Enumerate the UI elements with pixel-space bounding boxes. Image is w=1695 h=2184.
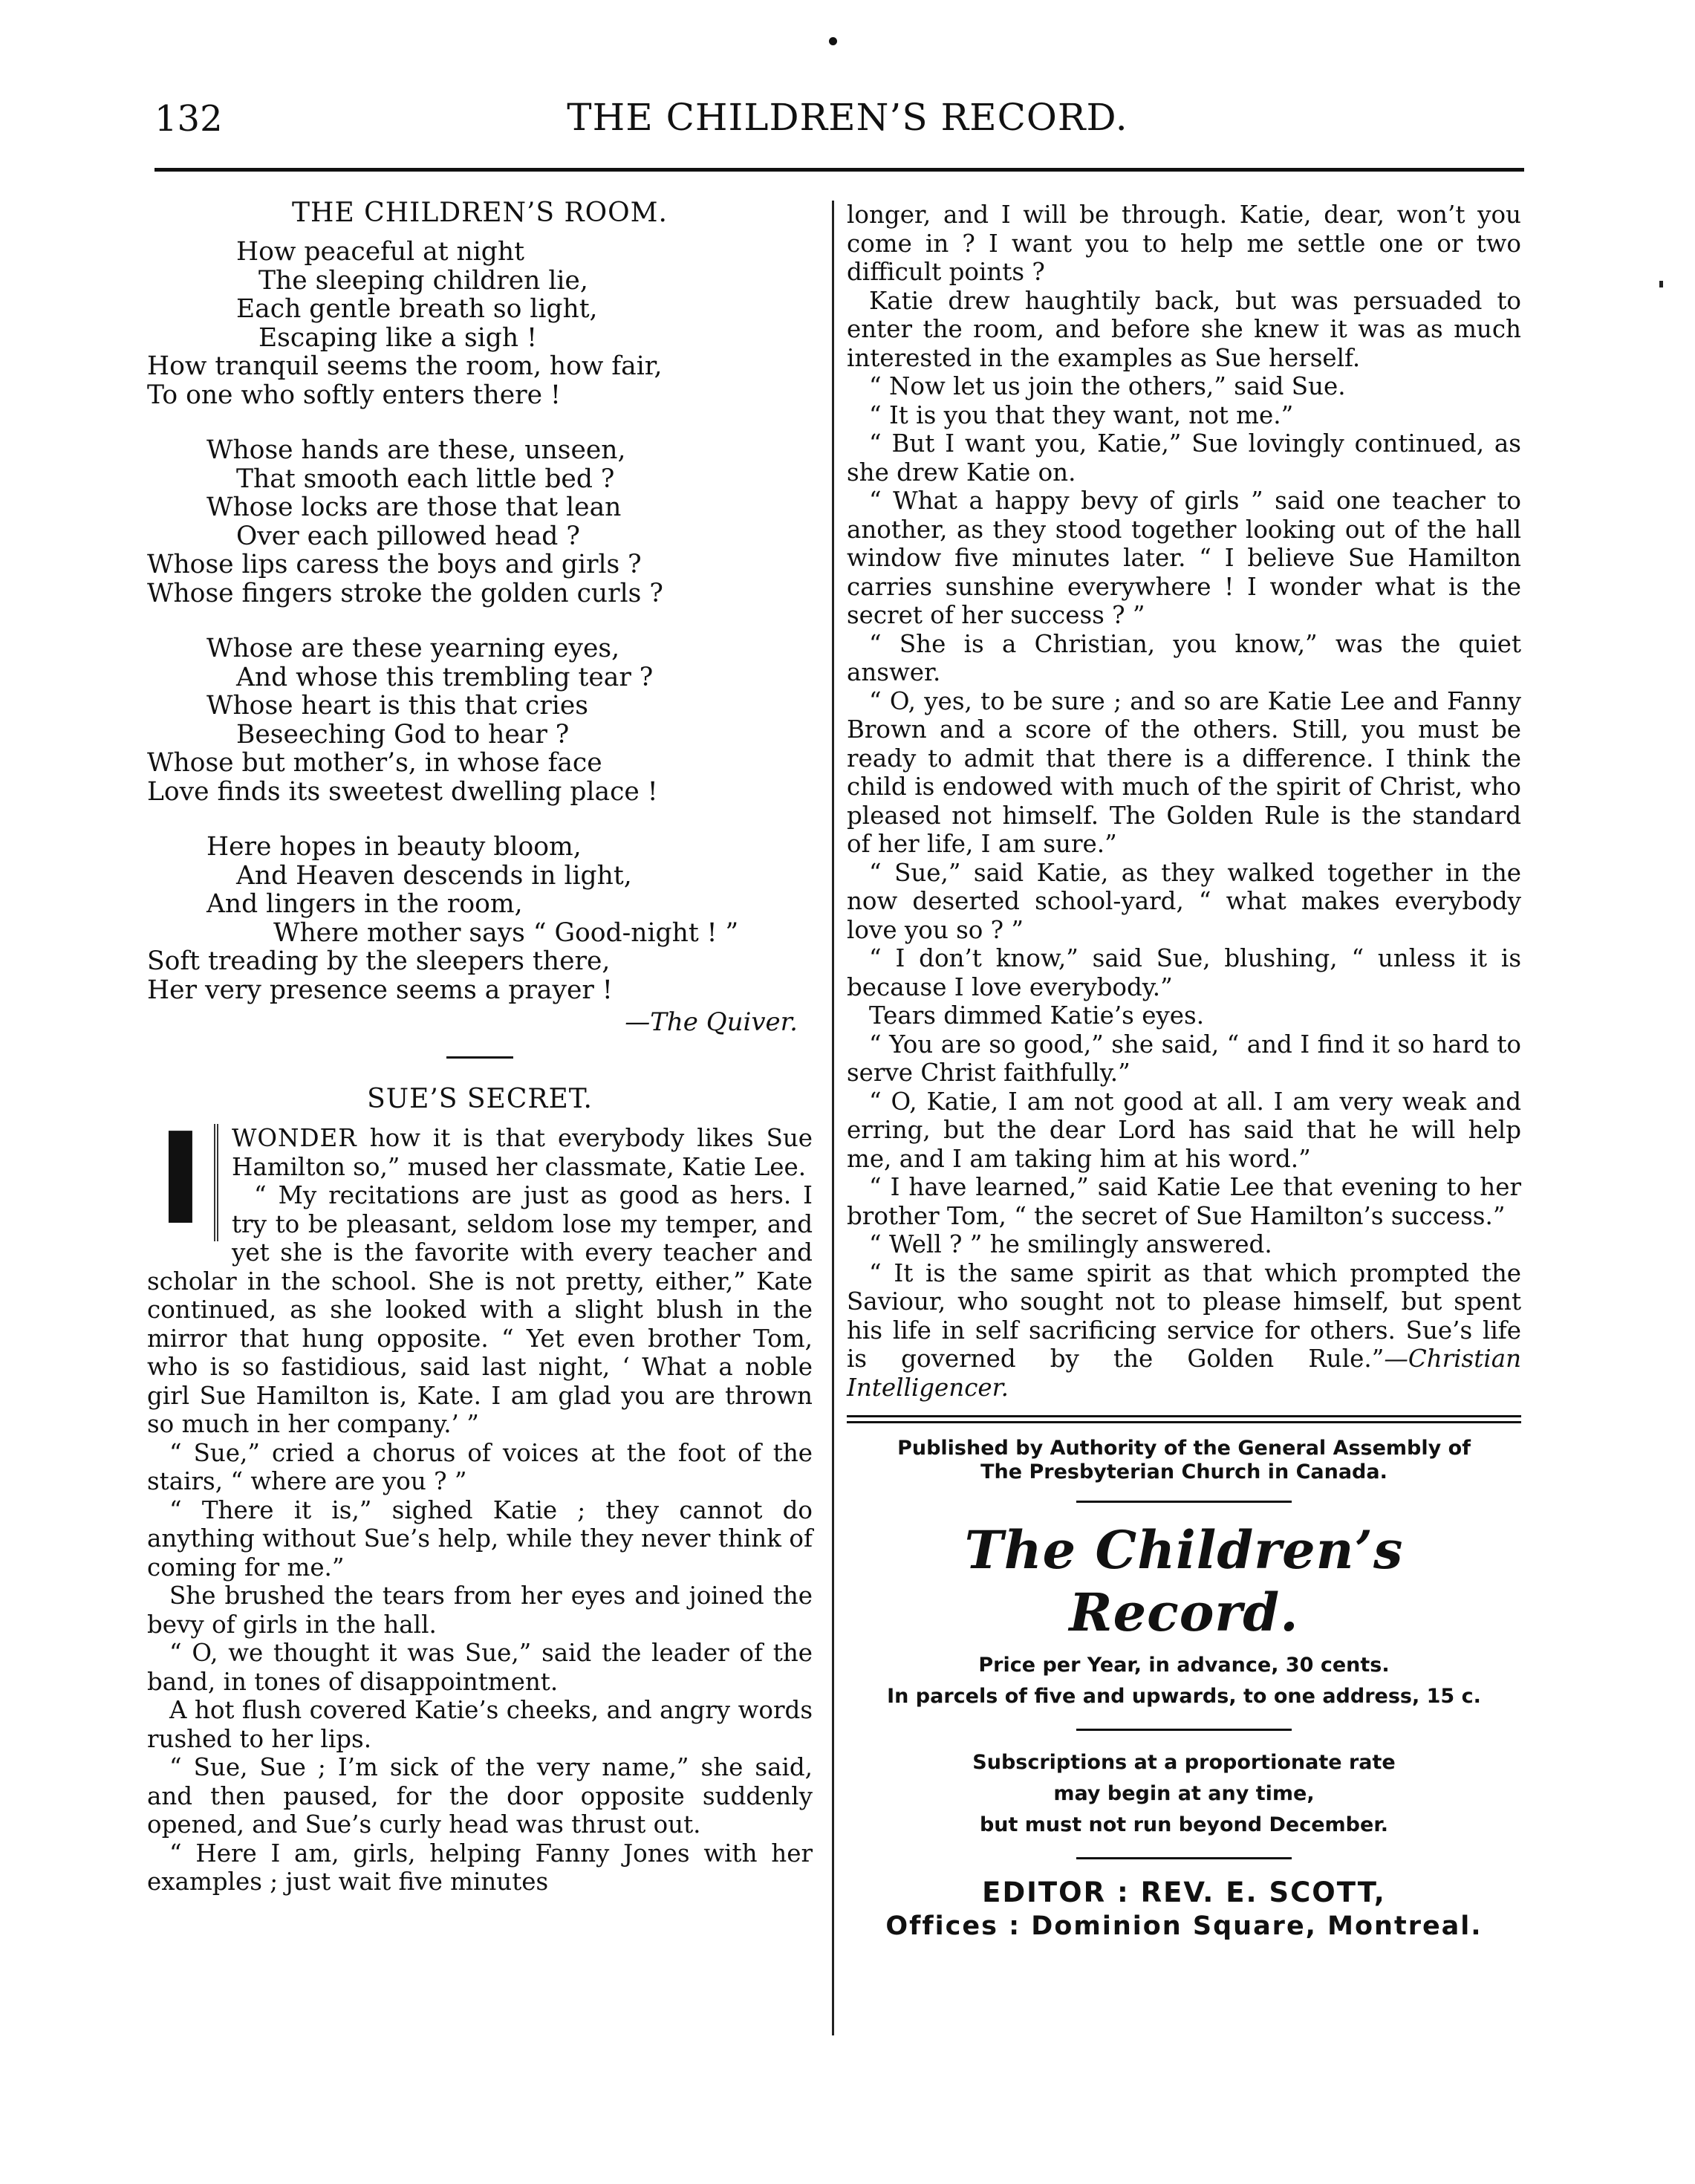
story-paragraph: “ She is a Christian, you know,” was the quiet answer. [847, 629, 1521, 686]
price-line: Price per Year, in advance, 30 cents. [978, 1654, 1390, 1677]
subscriptions-line-1: Subscriptions at a proportionate rate [972, 1751, 1396, 1774]
section-rule [446, 1056, 513, 1059]
page-number: 132 [154, 98, 223, 140]
poem-line: And lingers in the room, [206, 889, 523, 919]
story-paragraph: “ Here I am, girls, helping Fanny Jones with her examples ; just wait five minutes [147, 1839, 813, 1896]
poem-line: Whose but mother’s, in whose face [147, 748, 602, 778]
poem [147, 238, 813, 1004]
opening-word: WONDER [232, 1124, 357, 1152]
poem-line: And whose this trembling tear ? [236, 662, 654, 692]
header-rule [154, 168, 1524, 172]
final-paragraph-text: “ It is the same spirit as that which prompted the Saviour, who sought not to please himself, but spent his life in self sacrificing service for others. Sue’s life is governed by the Golden Rule.” [847, 1258, 1521, 1373]
poem-line: Love finds its sweetest dwelling place ! [147, 776, 658, 807]
subscriptions-line-3: but must not run beyond December. [979, 1813, 1389, 1836]
masthead-title: The Children’s Record. [964, 1519, 1404, 1643]
story-paragraph: Katie drew haughtily back, but was persuaded to enter the room, and before she knew it was as much interested in the examples as Sue herself. [847, 286, 1521, 372]
story-left-paragraphs [147, 1181, 813, 1897]
story-right-paragraphs [847, 287, 1521, 1259]
poem-line: Beseeching God to hear ? [236, 719, 570, 750]
poem-attribution: —The Quiver. [625, 1007, 798, 1037]
poem-line: Over each pillowed head ? [236, 521, 580, 551]
running-title: THE CHILDREN’S RECORD. [567, 96, 1128, 139]
poem-line: Whose locks are those that lean [206, 493, 622, 522]
stanza-gap [147, 608, 813, 634]
story-paragraph: “ I don’t know,” said Sue, blushing, “ unless it is because I love everybody.” [847, 944, 1521, 1001]
story-continuation: longer, and I will be through. Katie, dear, won’t you come in ? I want you to help me settle one or two difficult points ? [847, 201, 1521, 286]
story-paragraph: “ But I want you, Katie,” Sue lovingly continued, as she drew Katie on. [847, 429, 1521, 487]
offices-line: Offices : Dominion Square, Montreal. [885, 1911, 1483, 1941]
poem-line: And Heaven descends in light, [236, 860, 632, 891]
story-paragraph: “ Sue,” cried a chorus of voices at the foot of the stairs, “ where are you ? ” [147, 1438, 813, 1495]
story-paragraph: “ It is you that they want, not me.” [869, 400, 1294, 429]
story-paragraph: “ My recitations are just as good as hers. I try to be pleasant, seldom lose my temper, and yet she is the favorite with every teacher and scholar in the school. She is not pretty, either,” Kate continued, as she looked with a slight blush in the mirror that hung opposite. “ Yet even brother Tom, who is so fastidious, said last night, ‘ What a noble girl Sue Hamilton is, Kate. I am glad you are thrown so much in her company.’ ” [147, 1181, 813, 1438]
column-divider [832, 201, 834, 2035]
poem-line: The sleeping children lie, [258, 265, 588, 296]
parcels-line: In parcels of five and upwards, to one address, 15 c. [887, 1685, 1481, 1708]
poem-line: Her very presence seems a prayer ! [147, 975, 613, 1005]
story-title: SUE’S SECRET. [367, 1084, 593, 1114]
story-paragraph: “ Well ? ” he smilingly answered. [869, 1230, 1272, 1258]
masthead-rule [1076, 1729, 1292, 1731]
stanza-gap [147, 806, 813, 833]
poem-line: Whose fingers stroke the golden curls ? [147, 578, 663, 608]
story-paragraph: “ Now let us join the others,” said Sue. [869, 372, 1346, 400]
poem-line: To one who softly enters there ! [147, 380, 561, 410]
story-final-paragraph [847, 1259, 1521, 1403]
poem-line: How tranquil seems the room, how fair, [147, 351, 663, 381]
story-paragraph: “ Sue, Sue ; I’m sick of the very name,” she said, and then paused, for the door opposite suddenly opened, and Sue’s curly head was thrust out. [147, 1753, 813, 1839]
left-column [147, 195, 813, 1897]
story-paragraph: “ O, yes, to be sure ; and so are Katie Lee and Fanny Brown and a score of the others. Still, you must be ready to admit that there is a difference. I think the child is endowed with much of the spirit of Christ, who pleased not himself. The Golden Rule is the standard of her life, I am sure.” [847, 686, 1521, 858]
ink-dot [829, 37, 837, 45]
poem-line: Where mother says “ Good-night ! ” [273, 917, 739, 948]
story-paragraph: “ There it is,” sighed Katie ; they cannot do anything without Sue’s help, while they never think of coming for me.” [147, 1495, 813, 1582]
subscriptions-line-2: may begin at any time, [1053, 1782, 1315, 1805]
poem-line: That smooth each little bed ? [236, 464, 615, 494]
stanza-gap [147, 409, 813, 436]
story-opening-paragraph [147, 1106, 813, 1253]
story-paragraph: “ You are so good,” she said, “ and I find it so hard to serve Christ faithfully.” [847, 1030, 1521, 1087]
story-right-text [847, 201, 1521, 1402]
final-attribution: —Christian Intelligencer. [847, 1345, 1521, 1402]
masthead-rule [1076, 1501, 1292, 1503]
publisher-line-1: Published by Authority of the General Assembly of [897, 1437, 1471, 1460]
poem-line: Each gentle breath so light, [236, 294, 598, 324]
poem-line: Soft treading by the sleepers there, [147, 946, 611, 976]
ink-speck [1659, 281, 1663, 287]
story-paragraph: “ What a happy bevy of girls ” said one teacher to another, as they stood together looking out of the hall window five minutes later. “ I believe Sue Hamilton carries sunshine everywhere ! I wonder what is the secret of her success ? ” [847, 487, 1521, 629]
poem-line: Whose heart is this that cries [206, 691, 589, 721]
poem-title: THE CHILDREN’S ROOM. [292, 198, 668, 228]
publisher-line-2: The Presbyterian Church in Canada. [980, 1460, 1387, 1483]
editor-line: EDITOR : REV. E. SCOTT, [982, 1876, 1386, 1908]
poem-line: Whose are these yearning eyes, [206, 634, 620, 663]
right-column [847, 201, 1521, 1943]
story-left-text [147, 1106, 813, 1897]
opening-text: how it is that everybody likes Sue Hamilton so,” mused her classmate, Katie Lee. [232, 1124, 813, 1181]
masthead-rule [1076, 1857, 1292, 1859]
poem-line: Escaping like a sigh ! [258, 322, 537, 353]
poem-line: Whose hands are these, unseen, [206, 435, 626, 465]
story-paragraph: “ O, Katie, I am not good at all. I am very weak and erring, but the dear Lord has said that he will help me, and I am taking him at his word.” [847, 1087, 1521, 1173]
story-paragraph: “ I have learned,” said Katie Lee that evening to her brother Tom, “ the secret of Sue Hamilton’s success.” [847, 1173, 1521, 1230]
story-paragraph: “ Sue,” said Katie, as they walked together in the now deserted school-yard, “ what makes everybody love you so ? ” [847, 858, 1521, 944]
story-paragraph: A hot flush covered Katie’s cheeks, and angry words rushed to her lips. [147, 1696, 813, 1753]
masthead-double-rule [847, 1415, 1521, 1423]
drop-cap: I [147, 1124, 218, 1241]
story-paragraph: Tears dimmed Katie’s eyes. [869, 1001, 1205, 1030]
story-paragraph: “ O, we thought it was Sue,” said the leader of the band, in tones of disappointment. [147, 1639, 813, 1696]
masthead [847, 1437, 1521, 1943]
story-paragraph: She brushed the tears from her eyes and joined the bevy of girls in the hall. [147, 1582, 813, 1639]
poem-line: Whose lips caress the boys and girls ? [147, 550, 642, 579]
poem-line: Here hopes in beauty bloom, [206, 832, 582, 862]
poem-line: How peaceful at night [236, 237, 524, 267]
